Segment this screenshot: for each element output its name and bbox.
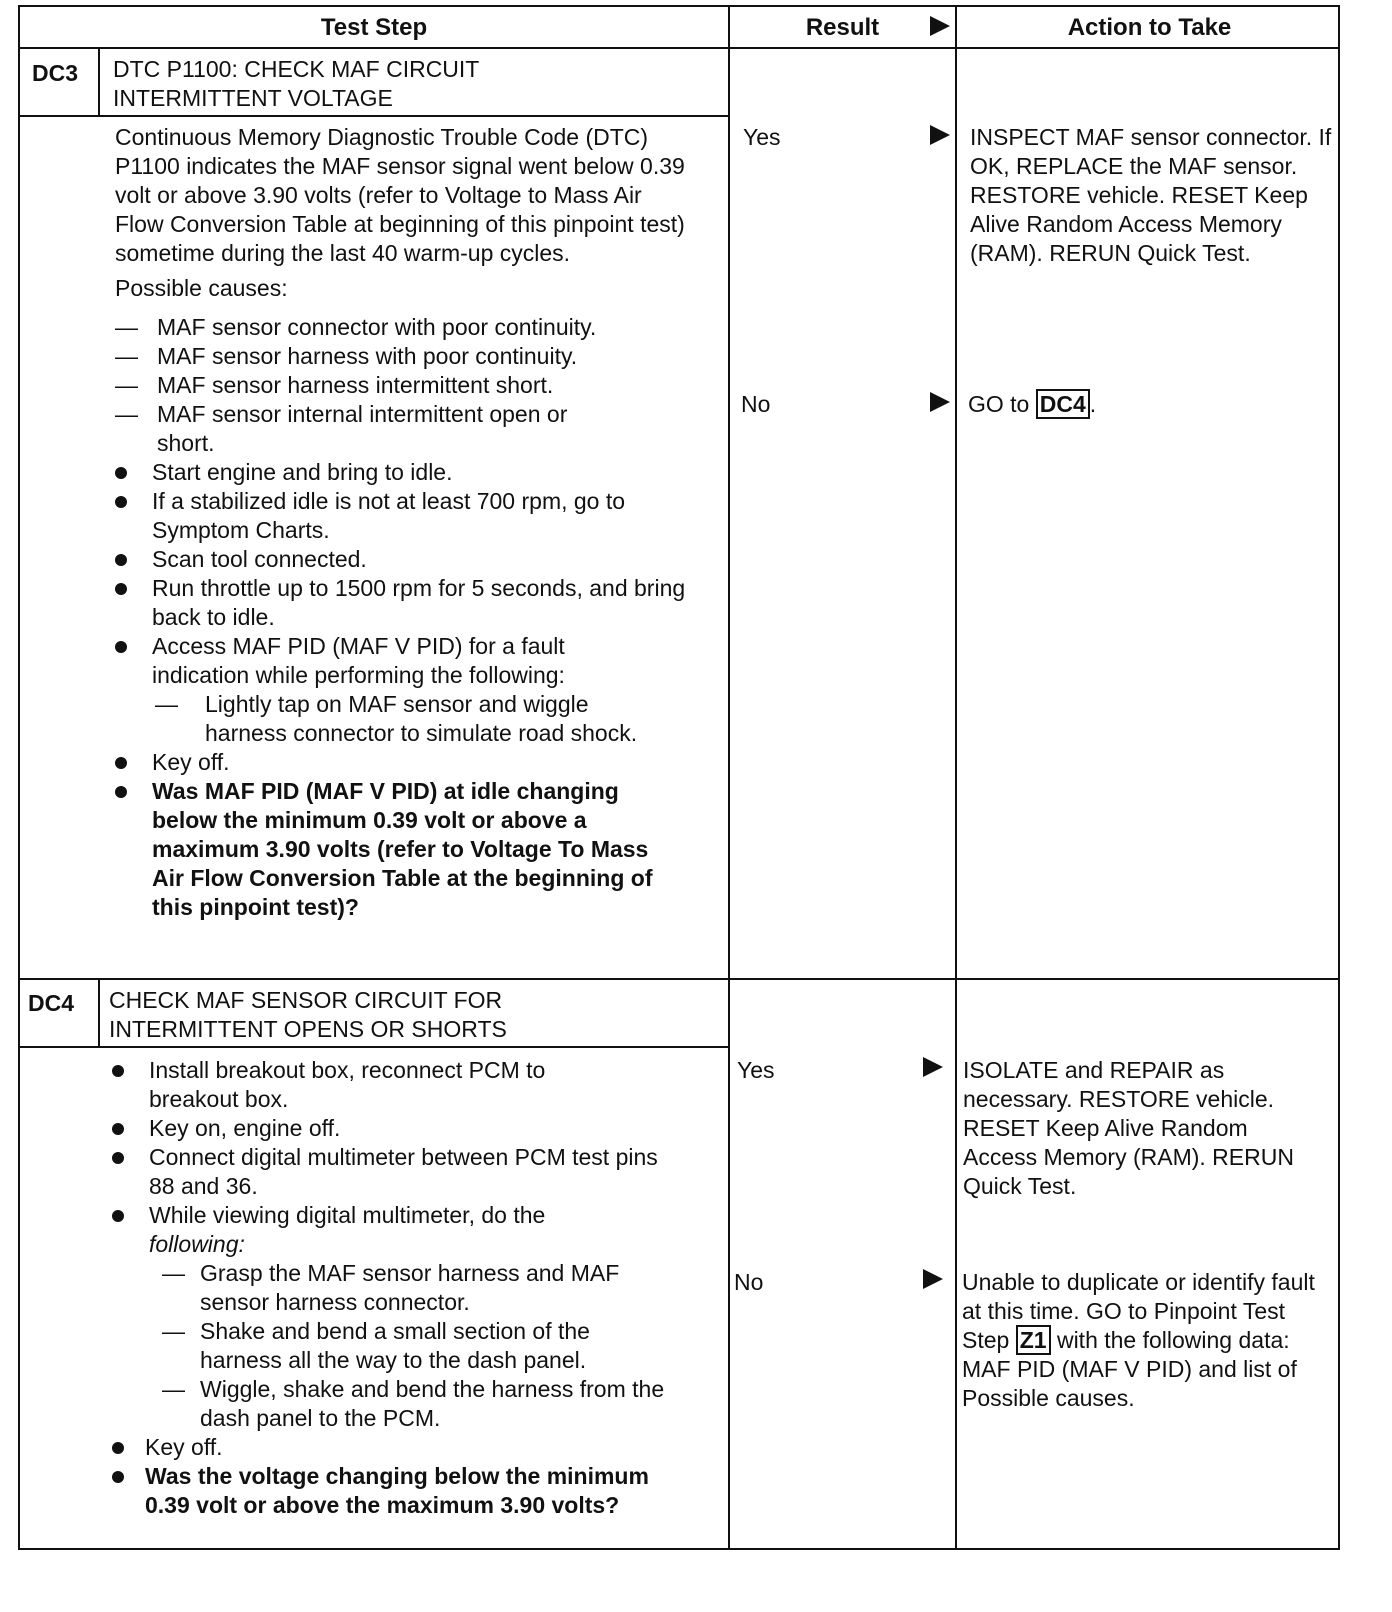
- dash: —: [115, 401, 138, 427]
- dash: —: [155, 691, 178, 717]
- substep: Grasp the MAF sensor harness and MAF sensor harness connector.: [200, 1260, 620, 1315]
- cause: MAF sensor internal intermittent open or short.: [157, 401, 568, 456]
- result-yes: Yes: [737, 1057, 775, 1083]
- title-line: INTERMITTENT OPENS OR SHORTS: [109, 1016, 507, 1042]
- action-text: GO to: [968, 391, 1030, 417]
- bullet-icon: [115, 496, 127, 508]
- action-text: .: [1089, 391, 1097, 417]
- title-line: DTC P1100: CHECK MAF CIRCUIT: [113, 56, 480, 82]
- substep: Lightly tap on MAF sensor and wiggle harness connector to simulate road shock.: [205, 691, 638, 746]
- action-yes: ISOLATE and REPAIR as necessary. RESTORE vehicle. RESET Keep Alive Random Access Memory (RAM). RERUN Quick Test.: [963, 1057, 1294, 1199]
- header-result: Result: [805, 14, 880, 41]
- bullet-icon: [115, 786, 127, 798]
- step-title-dc4: [109, 986, 507, 1044]
- title-line: CHECK MAF SENSOR CIRCUIT FOR: [109, 987, 503, 1013]
- action-yes: INSPECT MAF sensor connector. If OK, REPLACE the MAF sensor. RESTORE vehicle. RESET Keep Alive Random Access Memory (RAM). RERUN Quick Test.: [970, 124, 1332, 266]
- bullet-icon: [112, 1442, 124, 1454]
- step: Scan tool connected.: [152, 546, 367, 572]
- dash: —: [115, 343, 138, 369]
- header-test-step: Test Step: [320, 14, 428, 41]
- step: If a stabilized idle is not at least 700 rpm, go to Symptom Charts.: [152, 488, 626, 543]
- bullet-icon: [112, 1123, 124, 1135]
- result-yes: Yes: [743, 124, 781, 150]
- step-ref-z1[interactable]: Z1: [1016, 1325, 1051, 1355]
- description: Continuous Memory Diagnostic Trouble Code (DTC) P1100 indicates the MAF sensor signal went below 0.39 volt or above 3.90 volts (refer to Voltage to Mass Air Flow Conversion Table at beginning of this pinpoint test) sometime during the last 40 warm-up cycles.: [115, 124, 685, 266]
- cause: MAF sensor harness intermittent short.: [157, 372, 554, 398]
- dash: —: [162, 1260, 185, 1286]
- causes-label: Possible causes:: [115, 275, 288, 301]
- bullet-icon: [112, 1210, 124, 1222]
- step-italic: following:: [149, 1231, 245, 1257]
- arrow-icon: [923, 1057, 943, 1077]
- title-line: INTERMITTENT VOLTAGE: [113, 85, 393, 111]
- step: Key off.: [145, 1434, 223, 1460]
- dash: —: [115, 314, 138, 340]
- step: Connect digital multimeter between PCM test pins 88 and 36.: [149, 1144, 658, 1199]
- header-action: Action to Take: [1067, 14, 1232, 41]
- result-no: No: [734, 1269, 764, 1295]
- action-text: with the following data: MAF PID (MAF V PID) and list of Possible causes.: [962, 1327, 1297, 1411]
- substep: Shake and bend a small section of the harness all the way to the dash panel.: [200, 1318, 590, 1373]
- step: Install breakout box, reconnect PCM to breakout box.: [149, 1057, 546, 1112]
- bullet-icon: [115, 641, 127, 653]
- dc3-body: [115, 123, 705, 922]
- bullet-icon: [115, 467, 127, 479]
- bullet-icon: [115, 757, 127, 769]
- step-code-dc4: DC4: [28, 990, 75, 1016]
- step: Key off.: [152, 749, 230, 775]
- bullet-icon: [112, 1065, 124, 1077]
- result-no: No: [741, 391, 771, 417]
- dc4-body: [112, 1056, 702, 1520]
- dash: —: [115, 372, 138, 398]
- question: Was MAF PID (MAF V PID) at idle changing below the minimum 0.39 volt or above a maximum 3.90 volts (refer to Voltage To Mass Air Flow Conversion Table at the beginning of this pinpoint test)?: [152, 778, 653, 920]
- step: Run throttle up to 1500 rpm for 5 seconds, and bring back to idle.: [152, 575, 686, 630]
- arrow-icon: [930, 392, 950, 412]
- step: Start engine and bring to idle.: [152, 459, 453, 485]
- arrow-icon: [930, 125, 950, 145]
- cause: MAF sensor harness with poor continuity.: [157, 343, 578, 369]
- diagnostic-table: [18, 5, 1340, 1550]
- arrow-icon: [930, 16, 950, 36]
- step: While viewing digital multimeter, do the: [149, 1202, 546, 1228]
- action-text: Unable to duplicate or identify fault at this time. GO to Pinpoint Test Step: [962, 1269, 1315, 1353]
- action-no: [962, 1268, 1334, 1413]
- bullet-icon: [112, 1152, 124, 1164]
- dash: —: [162, 1318, 185, 1344]
- cause: MAF sensor connector with poor continuity.: [157, 314, 597, 340]
- step-title-dc3: [113, 55, 479, 113]
- bullet-icon: [115, 583, 127, 595]
- step-code-dc3: DC3: [32, 60, 79, 86]
- action-no: [968, 390, 1096, 419]
- step: Access MAF PID (MAF V PID) for a fault indication while performing the following:: [152, 633, 565, 688]
- bullet-icon: [115, 554, 127, 566]
- bullet-icon: [112, 1471, 124, 1483]
- substep: Wiggle, shake and bend the harness from the dash panel to the PCM.: [200, 1376, 665, 1431]
- arrow-icon: [923, 1269, 943, 1289]
- step: Key on, engine off.: [149, 1115, 341, 1141]
- question: Was the voltage changing below the minimum 0.39 volt or above the maximum 3.90 volts?: [145, 1463, 649, 1518]
- step-ref-dc4[interactable]: DC4: [1036, 389, 1090, 419]
- dash: —: [162, 1376, 185, 1402]
